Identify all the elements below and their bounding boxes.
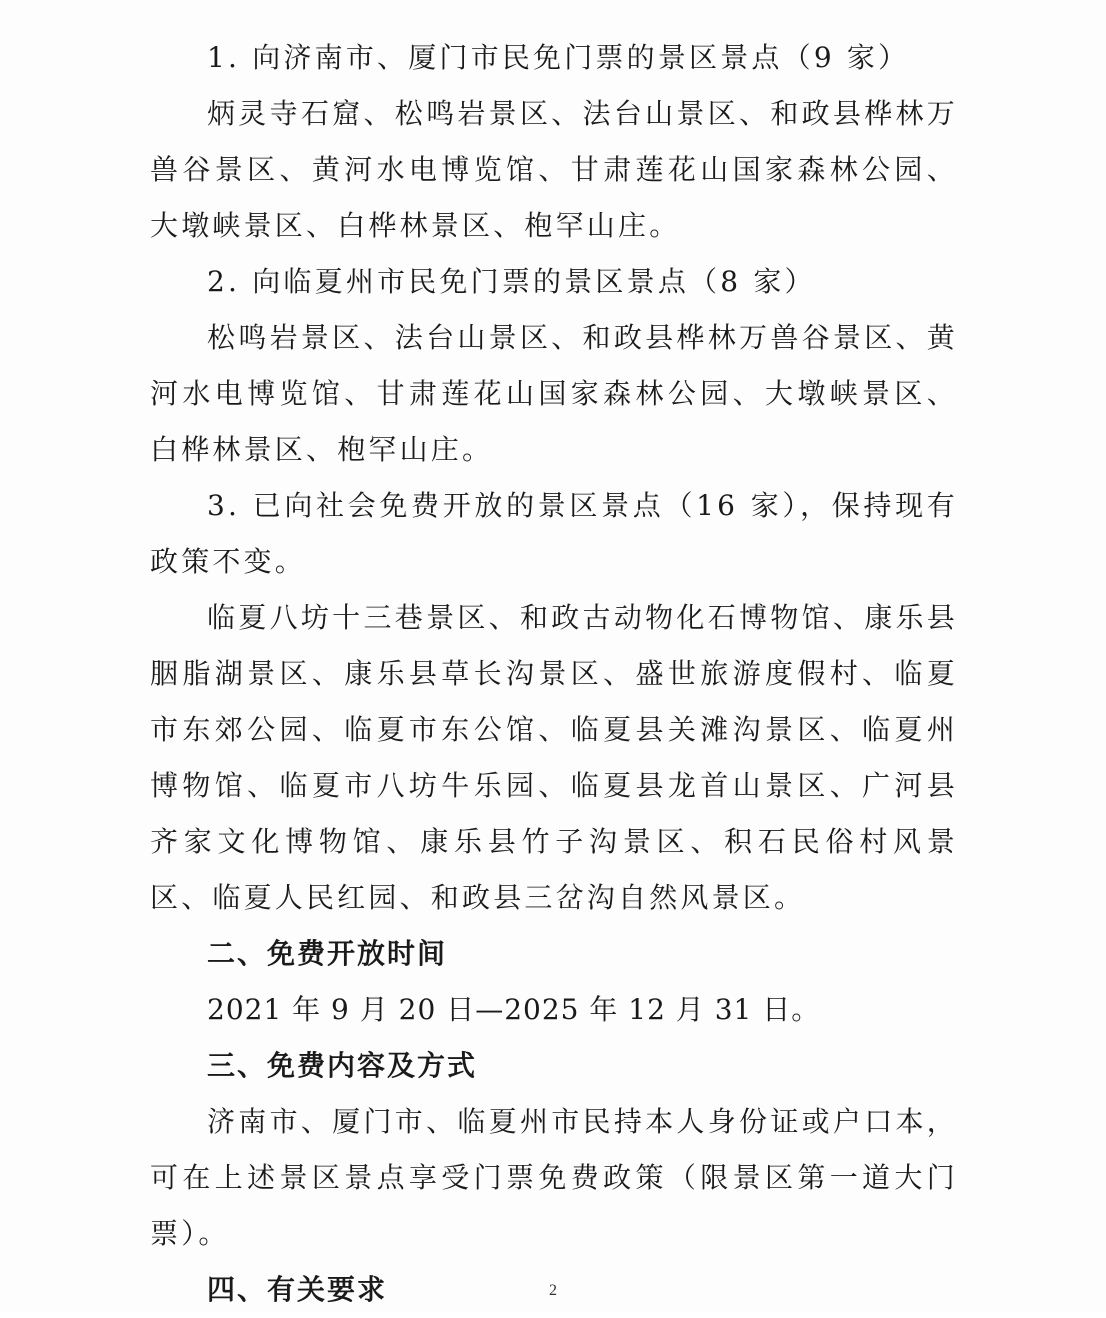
page-number: 2	[549, 1282, 557, 1299]
section3-heading: 三、免费内容及方式	[207, 1049, 478, 1082]
document-body	[150, 30, 958, 1318]
section2-body: 2021 年 9 月 20 日—2025 年 12 月 31 日。	[207, 993, 821, 1026]
item1-heading: 1. 向济南市、厦门市民免门票的景区景点（9 家）	[207, 41, 910, 74]
item3-heading: 3. 已向社会免费开放的景区景点（16 家），保持现有政策不变。	[150, 489, 958, 578]
section2-heading: 二、免费开放时间	[207, 937, 448, 970]
item2-body: 松鸣岩景区、法台山景区、和政县桦林万兽谷景区、黄河水电博览馆、甘肃莲花山国家森林公园、大墩峡景区、白桦林景区、枹罕山庄。	[150, 321, 958, 466]
item1-body: 炳灵寺石窟、松鸣岩景区、法台山景区、和政县桦林万兽谷景区、黄河水电博览馆、甘肃莲花山国家森林公园、大墩峡景区、白桦林景区、枹罕山庄。	[150, 97, 958, 242]
item3-body: 临夏八坊十三巷景区、和政古动物化石博物馆、康乐县胭脂湖景区、康乐县草长沟景区、盛世旅游度假村、临夏市东郊公园、临夏市东公馆、临夏县关滩沟景区、临夏州博物馆、临夏市八坊牛乐园、临夏县龙首山景区、广河县齐家文化博物馆、康乐县竹子沟景区、积石民俗村风景区、临夏人民红园、和政县三岔沟自然风景区。	[150, 601, 958, 914]
item2-heading: 2. 向临夏州市民免门票的景区景点（8 家）	[207, 265, 816, 298]
section4-heading: 四、有关要求	[207, 1273, 388, 1306]
section3-body: 济南市、厦门市、临夏州市民持本人身份证或户口本，可在上述景区景点享受门票免费政策（限景区第一道大门票）。	[150, 1105, 958, 1250]
